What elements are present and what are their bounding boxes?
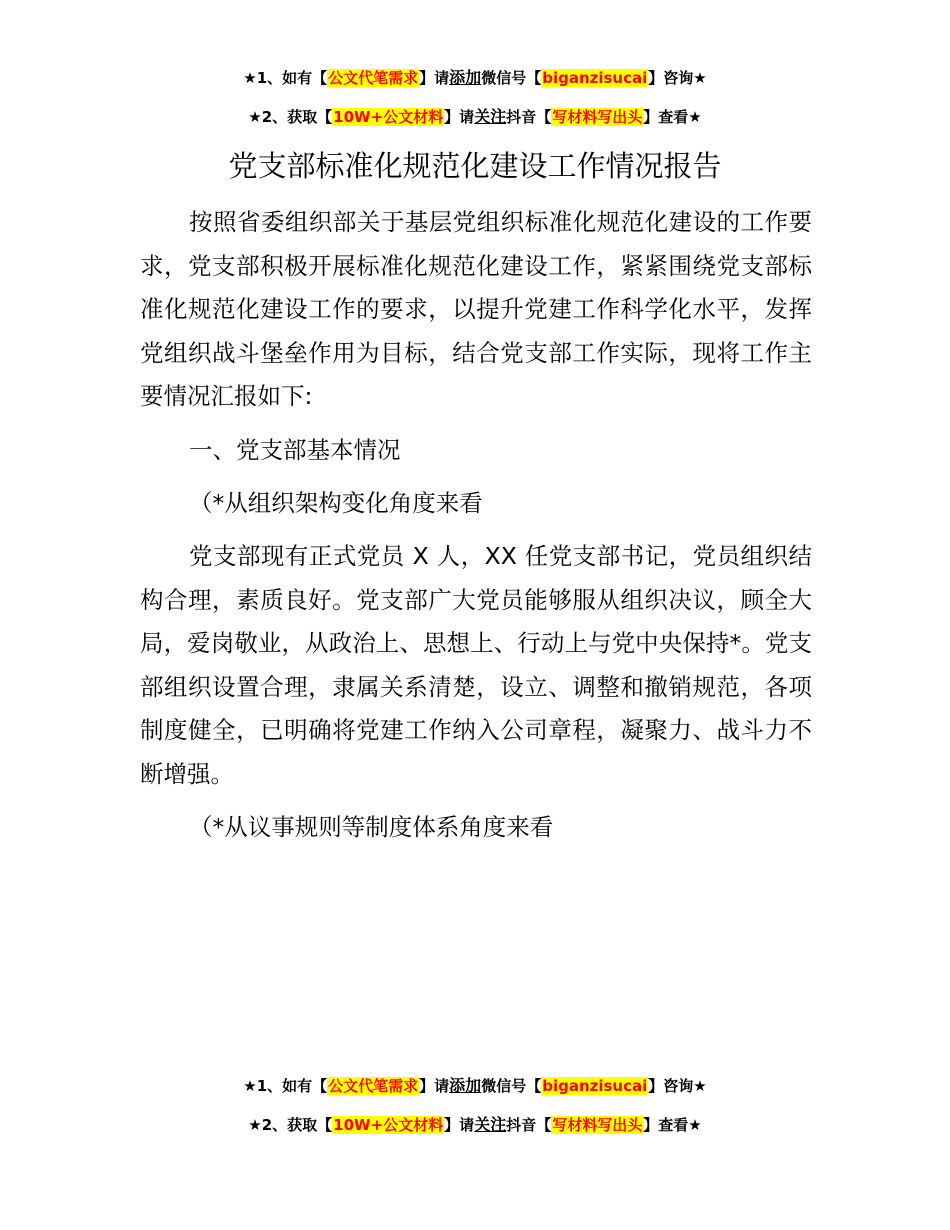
ad-highlight: 10W+公文材料 bbox=[333, 108, 444, 126]
ad-text: 2、获取【 bbox=[261, 1116, 333, 1134]
ad-emphasis: 添加 bbox=[449, 68, 482, 87]
section-heading: 一、党支部基本情况 bbox=[189, 436, 401, 464]
star-icon: ★ bbox=[248, 1116, 262, 1134]
ad-douyin-id: 写材料写出头 bbox=[552, 1116, 643, 1134]
star-icon: ★ bbox=[243, 69, 257, 87]
ad-text: 】请 bbox=[444, 108, 475, 126]
ad-highlight: 公文代笔需求 bbox=[328, 1077, 419, 1095]
star-icon: ★ bbox=[243, 1077, 257, 1095]
star-icon: ★ bbox=[248, 108, 262, 126]
ad-text: 】请 bbox=[444, 1116, 475, 1134]
ad-wechat-id: biganzisucai bbox=[542, 69, 648, 87]
ad-text: 抖音【 bbox=[506, 108, 552, 126]
ad-text: 】查看 bbox=[643, 108, 689, 126]
ad-text: 抖音【 bbox=[506, 1116, 552, 1134]
ad-text: 1、如有【 bbox=[256, 69, 328, 87]
subsection-paragraph: 党支部现有正式党员 X 人，XX 任党支部书记，党员组织结构合理，素质良好。党支部广大党员能够服从组织决议，顾全大局，爱岗敬业，从政治上、思想上、行动上与党中央保持*。党支部组织设置合理，隶属关系清楚，设立、调整和撤销规范，各项制度健全，已明确将党建工作纳入公司章程，凝聚力、战斗力不断增强。 bbox=[140, 542, 812, 788]
ad-text: 1、如有【 bbox=[256, 1077, 328, 1095]
ad-text: 2、获取【 bbox=[261, 108, 333, 126]
subsection-heading: （*从组织架构变化角度来看 bbox=[189, 489, 483, 517]
ad-emphasis: 关注 bbox=[474, 107, 507, 126]
ad-text: 微信号【 bbox=[481, 1077, 542, 1095]
ad-text: 微信号【 bbox=[481, 69, 542, 87]
ad-text: 】查看 bbox=[643, 1116, 689, 1134]
top-ad-line-1 bbox=[0, 67, 950, 89]
bottom-ad-line-2 bbox=[0, 1114, 950, 1136]
ad-text: 】请 bbox=[419, 69, 450, 87]
ad-douyin-id: 写材料写出头 bbox=[552, 108, 643, 126]
star-icon: ★ bbox=[688, 108, 702, 126]
ad-text: 】咨询 bbox=[648, 1077, 694, 1095]
ad-emphasis: 添加 bbox=[449, 1076, 482, 1095]
ad-emphasis: 关注 bbox=[474, 1115, 507, 1134]
ad-text: 】请 bbox=[419, 1077, 450, 1095]
ad-highlight: 10W+公文材料 bbox=[333, 1116, 444, 1134]
ad-highlight: 公文代笔需求 bbox=[328, 69, 419, 87]
bottom-ad-line-1 bbox=[0, 1075, 950, 1097]
ad-wechat-id: biganzisucai bbox=[542, 1077, 648, 1095]
intro-paragraph: 按照省委组织部关于基层党组织标准化规范化建设的工作要求，党支部积极开展标准化规范化建设工作，紧紧围绕党支部标准化规范化建设工作的要求，以提升党建工作科学化水平，发挥党组织战斗堡垒作用为目标，结合党支部工作实际，现将工作主要情况汇报如下: bbox=[140, 208, 812, 410]
subsection-heading: （*从议事规则等制度体系角度来看 bbox=[189, 813, 554, 841]
star-icon: ★ bbox=[688, 1116, 702, 1134]
top-ad-line-2 bbox=[0, 106, 950, 128]
ad-text: 】咨询 bbox=[648, 69, 694, 87]
star-icon: ★ bbox=[693, 69, 707, 87]
star-icon: ★ bbox=[693, 1077, 707, 1095]
document-title: 党支部标准化规范化建设工作情况报告 bbox=[228, 149, 722, 183]
